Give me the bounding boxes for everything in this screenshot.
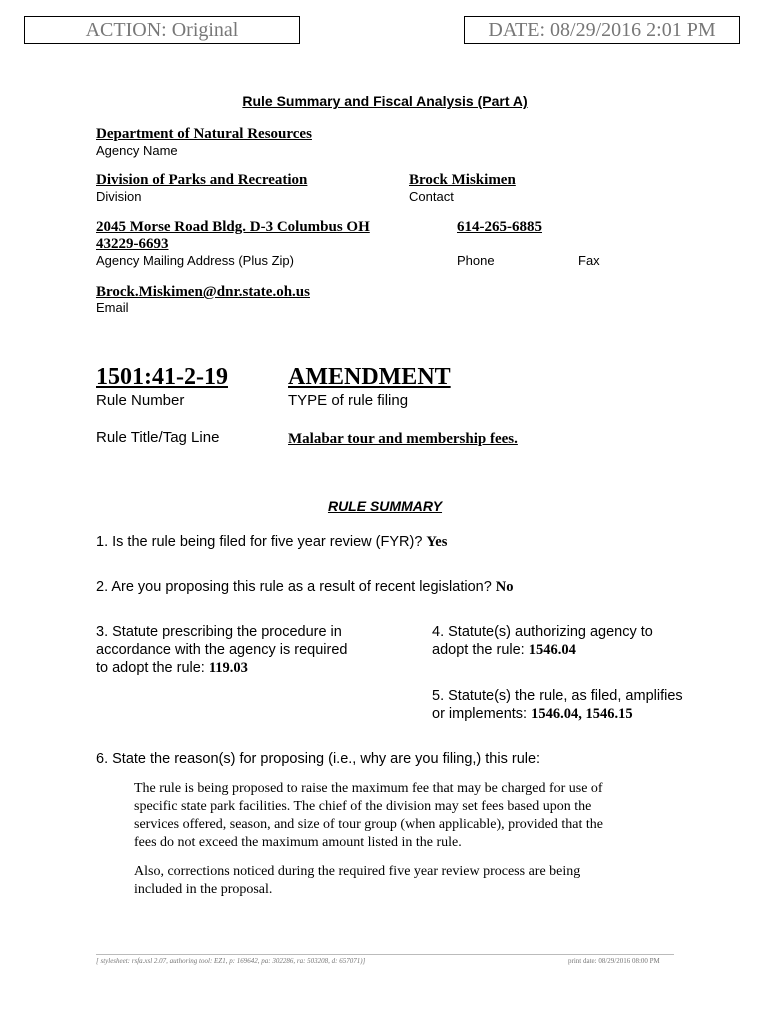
footer-divider xyxy=(96,954,674,955)
date-label: DATE: 08/29/2016 2:01 PM xyxy=(488,19,716,41)
rule-number-value: 1501:41-2-19 xyxy=(96,364,228,390)
footer-stylesheet-info: [ stylesheet: rsfa.xsl 2.07, authoring tool: EZ1, p: 169642, pa: 302286, ra: 503208, d: 657071)] xyxy=(96,957,366,965)
question-3-answer: 119.03 xyxy=(208,660,248,676)
fax-label: Fax xyxy=(578,253,600,268)
reason-paragraph-1 xyxy=(134,780,603,852)
address-line1: 2045 Morse Road Bldg. D-3 Columbus OH xyxy=(96,219,370,235)
question-2-answer: No xyxy=(495,579,514,595)
reason-p2-line: included in the proposal. xyxy=(134,882,273,897)
division-value: Division of Parks and Recreation xyxy=(96,172,308,188)
rule-type-value: AMENDMENT xyxy=(288,364,451,390)
reason-p1-line: services offered, season, and size of tour group (when applicable), provided that the xyxy=(134,817,603,832)
question-5-answer: 1546.04, 1546.15 xyxy=(531,706,633,722)
division-label: Division xyxy=(96,189,142,204)
footer-print-date: print date: 08/29/2016 08:00 PM xyxy=(568,957,660,965)
question-3-line1: 3. Statute prescribing the procedure in xyxy=(96,624,342,640)
reason-p1-line: specific state park facilities. The chief of the division may set fees based upon the xyxy=(134,799,592,814)
agency-name-value: Department of Natural Resources xyxy=(96,126,312,142)
question-2-text: 2. Are you proposing this rule as a result of recent legislation? xyxy=(96,579,492,595)
question-5-line2: or implements: xyxy=(432,706,528,722)
phone-label: Phone xyxy=(457,253,495,268)
contact-label: Contact xyxy=(409,189,454,204)
question-5-line1: 5. Statute(s) the rule, as filed, amplifies xyxy=(432,688,683,704)
reason-p1-line: fees do not exceed the maximum amount listed in the rule. xyxy=(134,835,462,850)
question-4-line2: adopt the rule: xyxy=(432,642,525,658)
question-4-line1: 4. Statute(s) authorizing agency to xyxy=(432,624,653,640)
question-3 xyxy=(96,623,347,677)
rule-type-label: TYPE of rule filing xyxy=(288,392,409,409)
reason-p1-line: The rule is being proposed to raise the maximum fee that may be charged for use of xyxy=(134,781,603,796)
question-1-text: 1. Is the rule being filed for five year review (FYR)? xyxy=(96,534,423,550)
question-1 xyxy=(96,533,447,551)
question-5 xyxy=(432,687,683,723)
question-6: 6. State the reason(s) for proposing (i.e., why are you filing,) this rule: xyxy=(96,751,541,767)
phone-value: 614-265-6885 xyxy=(457,219,542,235)
agency-name-label: Agency Name xyxy=(96,143,178,158)
rule-title-value: Malabar tour and membership fees. xyxy=(288,431,518,447)
reason-p2-line: Also, corrections noticed during the required five year review process are being xyxy=(134,864,581,879)
question-2 xyxy=(96,578,514,596)
address-line2: 43229-6693 xyxy=(96,236,169,252)
date-box xyxy=(464,16,740,44)
rule-title-label: Rule Title/Tag Line xyxy=(96,429,220,446)
contact-value: Brock Miskimen xyxy=(409,172,516,188)
question-3-line3: to adopt the rule: xyxy=(96,660,205,676)
form-title: Rule Summary and Fiscal Analysis (Part A) xyxy=(242,93,528,109)
address-label: Agency Mailing Address (Plus Zip) xyxy=(96,253,294,268)
rule-summary-heading: RULE SUMMARY xyxy=(327,498,443,514)
email-value: Brock.Miskimen@dnr.state.oh.us xyxy=(96,284,310,300)
question-3-line2: accordance with the agency is required xyxy=(96,642,348,658)
email-label: Email xyxy=(96,300,129,315)
rule-number-label: Rule Number xyxy=(96,392,185,409)
action-box xyxy=(24,16,300,44)
reason-paragraph-2 xyxy=(134,863,580,899)
question-4 xyxy=(432,623,653,659)
question-1-answer: Yes xyxy=(426,534,448,550)
question-4-answer: 1546.04 xyxy=(528,642,576,658)
action-label: ACTION: Original xyxy=(85,19,239,41)
